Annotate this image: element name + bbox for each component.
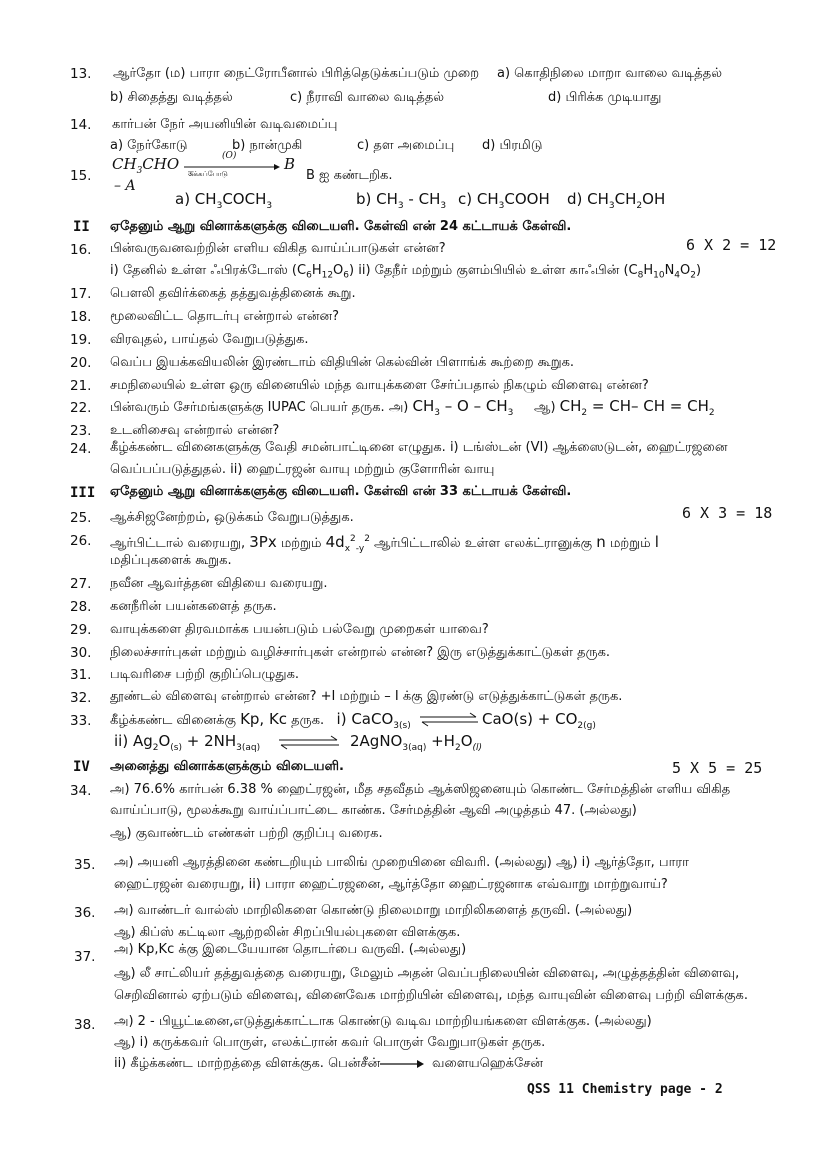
q21-text: சமநிலையில் உள்ள ஒரு வினையில் மந்த வாயுக்களை சேர்ப்பதால் நிகழும் விளைவு என்ன? [110,378,649,393]
q32-number: 32. [70,690,92,706]
q27-text: நவீன ஆவர்த்தன விதியை வரையறு. [110,576,328,591]
q33-equilibrium-arrow-2 [277,734,341,750]
q30-text: நிலைச்சார்புகள் மற்றும் வழிச்சார்புகள் என்றால் என்ன? இரு எடுத்துக்காட்டுகள் தருக. [110,645,611,660]
q34-line-2: வாய்ப்பாடு, மூலக்கூறு வாய்ப்பாட்டை காண்க. சேர்மத்தின் ஆவி அழுத்தம் 47. (அல்லது) [110,803,637,818]
q26-number: 26. [70,533,92,549]
q18-number: 18. [70,309,92,325]
section-3-instruction: ஏதேனும் ஆறு வினாக்களுக்கு விடையளி. கேள்வி என் 33 கட்டாயக் கேள்வி. [110,484,572,499]
q37-line-3: செறிவினால் ஏற்படும் விளைவு, வினைவேக மாற்றியின் விளைவு, மந்த வாயுவின் விளைவு பற்றி விளக்குக. [114,988,748,1003]
q34-line-1: அ) 76.6% கார்பன் 6.38 % ஹைட்ரஜன், மீத சதவீதம் ஆக்ஸிஜனையும் கொண்ட சேர்மத்தின் எளிய விகித [110,782,731,797]
q20-text: வெப்ப இயக்கவியலின் இரண்டாம் விதியின் கெல்வின் பிளாங்க் கூற்றை கூறுக. [110,355,575,370]
q13-option-d: d) பிரிக்க முடியாது [548,90,662,105]
q37-number: 37. [74,949,96,965]
q33-eq2-reactants: ii) $Ag_2O_{(s)} + 2NH_{3(aq)}$ [114,732,261,753]
page-footer: QSS 11 Chemistry page - 2 [527,1082,723,1097]
q33-equilibrium-arrow-1 [418,711,480,727]
q15-option-b: b) $CH_3 - CH_3$ [356,190,447,211]
q28-text: கனநீரின் பயன்களைத் தருக. [110,599,277,614]
q33-eq1-products: $CaO(s) + CO_{2(g)}$ [482,710,596,731]
q15-number: 15. [70,168,92,184]
q19-number: 19. [70,332,92,348]
q38-line-3a: ii) கீழ்க்கண்ட மாற்றத்தை விளக்குக. பென்சீன் [114,1056,381,1071]
q15-minus-a: – A [114,178,136,194]
q15-product: B [284,155,296,173]
q38-number: 38. [74,1017,96,1033]
q14-option-c: c) தள அமைப்பு [357,138,455,153]
q25-text: ஆக்சிஜனேற்றம், ஒடுக்கம் வேறுபடுத்துக. [110,510,354,525]
q15-over-arrow: (O) [222,151,237,161]
q15-under-arrow: ऊக்கப்போடு [188,170,228,178]
q29-text: வாயுக்களை திரவமாக்க பயன்படும் பல்வேறு முறைகள் யாவை? [110,622,489,637]
q15-reactant: $CH_3CHO$ [112,155,180,176]
q15-option-d: d) $CH_3CH_2OH$ [567,190,666,211]
q36-line-1: அ) வாண்டர் வால்ஸ் மாறிலிகளை கொண்டு நிலைமாறு மாறிலிகளைத் தருவி. (அல்லது) [114,903,633,918]
section-3-marks: 6 X 3 = 18 [682,504,773,522]
q15-option-a: a) $CH_3COCH_3$ [175,190,273,211]
q13-stem: ஆர்தோ (ம) பாரா நைட்ரோபீனால் பிரித்தெடுக்கப்படும் முறை [113,66,480,81]
q31-number: 31. [70,667,92,683]
q33-number: 33. [70,713,92,729]
q35-line-1: அ) அயனி ஆரத்தினை கண்டறியும் பாலிங் முறையினை விவரி. (அல்லது) ஆ) i) ஆர்த்தோ, பாரா [114,855,689,870]
q24-number: 24. [70,441,92,457]
q13-option-c: c) நீராவி வாலை வடித்தல் [290,90,445,105]
q25-number: 25. [70,510,92,526]
q16-number: 16. [70,242,92,258]
q35-line-2: ஹைட்ரஜன் வரையறு, ii) பாரா ஹைட்ரஜனை, ஆர்த்தோ ஹைட்ரஜனாக எவ்வாறு மாற்றுவாய்? [114,877,668,892]
q34-line-3: ஆ) குவாண்டம் எண்கள் பற்றி குறிப்பு வரைக. [110,826,383,841]
q15-find: B ஐ கண்டறிக. [306,168,393,183]
q13-number: 13. [70,66,92,82]
q13-option-b: b) சிதைத்து வடித்தல் [110,90,233,105]
q23-text: உடனிசைவு என்றால் என்ன? [110,423,280,438]
q16-stem: பின்வருவனவற்றின் எளிய விகித வாய்ப்பாடுகள் என்ன? [110,241,446,256]
q26-line-1: ஆர்பிட்டால் வரையறு, 3Px மற்றும் $4d_x^2_{-y}^2$ ஆர்பிட்டாலில் உள்ள எலக்ட்ரானுக்கு n மற்றும் l [110,533,659,554]
section-4-roman: IV [73,759,90,775]
q38-line-1: அ) 2 - பியூட்டீனை,எடுத்துக்காட்டாக கொண்டு வடிவ மாற்றியங்களை விளக்குக. (அல்லது) [114,1014,652,1029]
section-2-roman: II [73,219,90,235]
section-2-instruction: ஏதேனும் ஆறு வினாக்களுக்கு விடையளி. கேள்வி என் 24 கட்டாயக் கேள்வி. [110,219,572,234]
q16-subparts: i) தேனில் உள்ள ஃபிரக்டோஸ் $(C_6H_{12}O_6)$ ii) தேநீர் மற்றும் குளம்பியில் உள்ள காஃபின் $(C_8H_{10}N_4O_2)$ [110,263,702,281]
q17-number: 17. [70,286,92,302]
q14-option-d: d) பிரமிடு [482,138,543,153]
section-2-marks: 6 X 2 = 12 [686,236,777,254]
q23-number: 23. [70,423,92,439]
q15-option-c: c) $CH_3COOH$ [458,190,550,211]
q38-conversion-arrow [380,1059,424,1069]
section-4-marks: 5 X 5 = 25 [672,759,763,777]
q21-number: 21. [70,378,92,394]
q26-line-2: மதிப்புகளைக் கூறுக. [110,553,232,568]
q31-text: படிவரிசை பற்றி குறிப்பெழுதுக. [110,667,300,682]
q14-option-b: b) நான்முகி [232,138,303,153]
q36-line-2: ஆ) கிப்ஸ் கட்டிலா ஆற்றலின் சிறப்பியல்புகளை விளக்குக. [114,925,461,940]
q14-number: 14. [70,117,92,133]
q33-eq2-products: 2AgNO$_{3(aq)}$ $+H_2O_{(l)}$ [350,732,483,753]
q24-line-1: கீழ்க்கண்ட வினைகளுக்கு வேதி சமன்பாட்டினை எழுதுக. i) டங்ஸ்டன் (VI) ஆக்ஸைடுடன், ஹைட்ரஜனை [110,440,728,455]
q19-text: விரவுதல், பாய்தல் வேறுபடுத்துக. [110,332,309,347]
q36-number: 36. [74,905,96,921]
section-3-roman: III [70,485,96,501]
q20-number: 20. [70,355,92,371]
q14-option-a: a) நேர்கோடு [110,138,188,153]
q30-number: 30. [70,645,92,661]
q37-line-1: அ) Kp,Kc க்கு இடையேயான தொடர்பை வருவி. (அல்லது) [114,942,467,957]
q22-number: 22. [70,400,92,416]
q17-text: பௌலி தவிர்க்கைத் தத்துவத்தினைக் கூறு. [110,286,356,301]
q29-number: 29. [70,622,92,638]
q28-number: 28. [70,599,92,615]
q33-stem: கீழ்க்கண்ட வினைக்கு Kp, Kc தருக. i) CaCO$_{3(s)}$ [110,710,411,731]
q13-option-a: a) கொதிநிலை மாறா வாலை வடித்தல் [497,66,723,81]
q38-line-3b: வளையஹெக்சேன் [432,1056,544,1071]
q32-text: தூண்டல் விளைவு என்றால் என்ன? +I மற்றும் – I க்கு இரண்டு எடுத்துக்காட்டுகள் தருக. [110,689,623,704]
section-4-instruction: அனைத்து வினாக்களுக்கும் விடையளி. [110,759,344,774]
q27-number: 27. [70,576,92,592]
q14-stem: கார்பன் நேர் அயனியின் வடிவமைப்பு [112,117,338,132]
q18-text: மூலைவிட்ட தொடர்பு என்றால் என்ன? [110,309,339,324]
q22-text: பின்வரும் சேர்மங்களுக்கு IUPAC பெயர் தருக. அ) $CH_3$ – O – $CH_3$ ஆ) $CH_2 = CH-$ CH = $CH_2$ [110,397,715,418]
q38-line-2: ஆ) i) கருக்கவர் பொருள், எலக்ட்ரான் கவர் பொருள் வேறுபாடுகள் தருக. [114,1035,546,1050]
q34-number: 34. [70,783,92,799]
q24-line-2: வெப்பப்படுத்துதல். ii) ஹைட்ரஜன் வாயு மற்றும் குளோரின் வாயு [110,462,495,477]
q35-number: 35. [74,857,96,873]
q37-line-2: ஆ) லீ சாட்லியர் தத்துவத்தை வரையறு, மேலும் அதன் வெப்பநிலையின் விளைவு, அழுத்தத்தின் விளைவு, [114,966,740,981]
